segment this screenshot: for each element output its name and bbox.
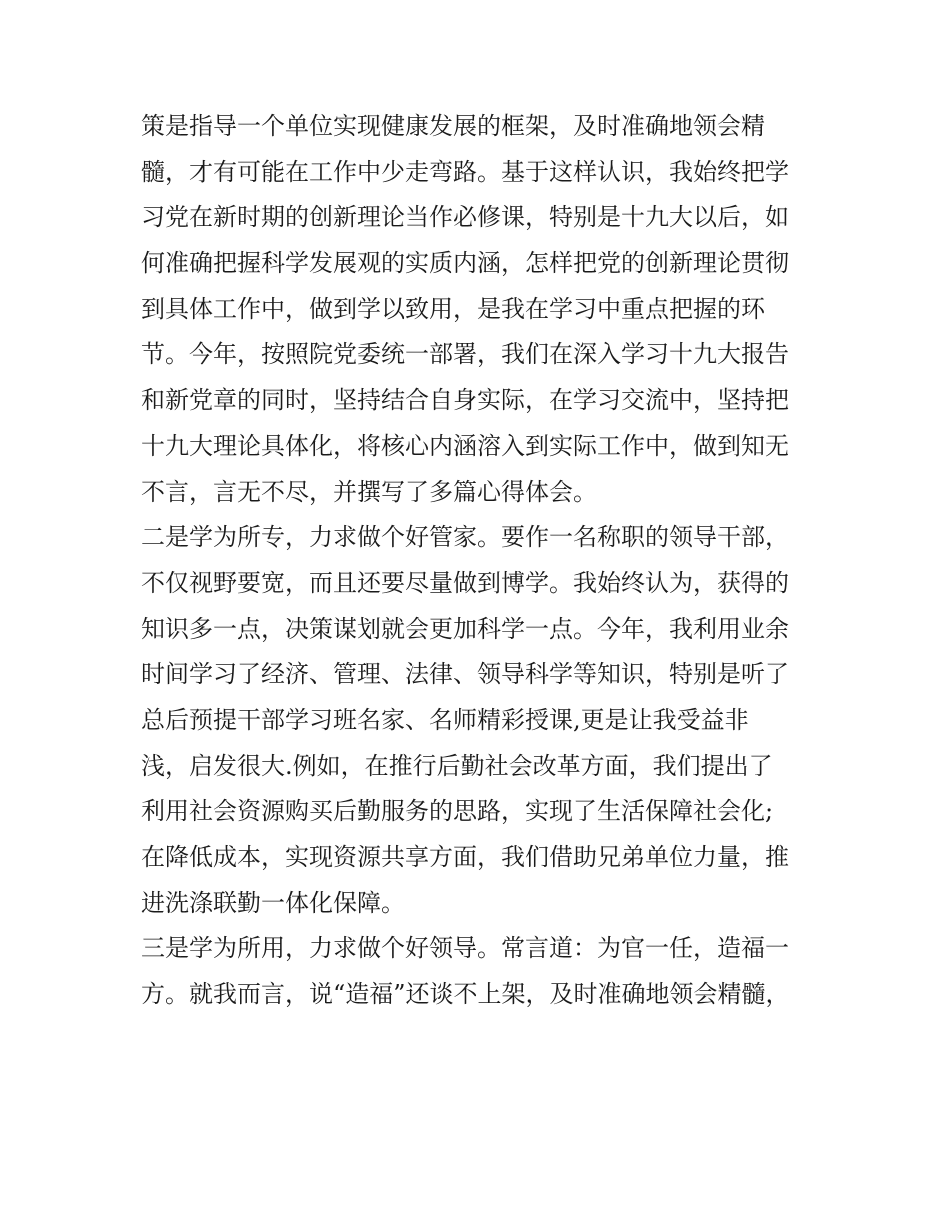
text-line: 在降低成本，实现资源共享方面，我们借助兄弟单位力量，推 <box>141 843 789 871</box>
text-line: 习党在新时期的创新理论当作必修课，特别是十九大以后，如 <box>141 203 789 232</box>
text-line: 到具体工作中，做到学以致用，是我在学习中重点把握的环 <box>141 294 765 323</box>
text-line: 不仅视野要宽，而且还要尽量做到博学。我始终认为，获得的 <box>141 568 789 597</box>
text-line: 总后预提干部学习班名家、名师精彩授课,更是让我受益非 <box>141 705 749 734</box>
body-text <box>141 104 821 1018</box>
text-line: 方。就我而言，说“造福”还谈不上架，及时准确地领会精髓， <box>141 980 790 1009</box>
text-line: 节。今年，按照院党委统一部署，我们在深入学习十九大报告 <box>141 340 789 369</box>
text-line: 策是指导一个单位实现健康发展的框架，及时准确地领会精 <box>141 112 765 140</box>
text-line: 二是学为所专，力求做个好管家。要作一名称职的领导干部， <box>141 523 789 552</box>
text-line: 和新党章的同时，坚持结合自身实际，在学习交流中，坚持把 <box>141 386 789 415</box>
text-line: 时间学习了经济、管理、法律、领导科学等知识，特别是听了 <box>141 660 789 689</box>
text-line: 进洗涤联勤一体化保障。 <box>141 888 405 917</box>
text-line: 不言，言无不尽，并撰写了多篇心得体会。 <box>141 477 597 506</box>
text-line: 十九大理论具体化，将核心内涵溶入到实际工作中，做到知无 <box>141 431 789 460</box>
text-line: 髓，才有可能在工作中少走弯路。基于这样认识，我始终把学 <box>141 157 789 186</box>
text-line: 何准确把握科学发展观的实质内涵，怎样把党的创新理论贯彻 <box>141 249 789 278</box>
text-line: 三是学为所用，力求做个好领导。常言道：为官一任，造福一 <box>141 934 789 963</box>
text-line: 知识多一点，决策谋划就会更加科学一点。今年，我利用业余 <box>141 614 789 643</box>
text-line: 利用社会资源购买后勤服务的思路，实现了生活保障社会化; <box>141 797 774 826</box>
text-line: 浅，启发很大.例如，在推行后勤社会改革方面，我们提出了 <box>141 751 773 780</box>
